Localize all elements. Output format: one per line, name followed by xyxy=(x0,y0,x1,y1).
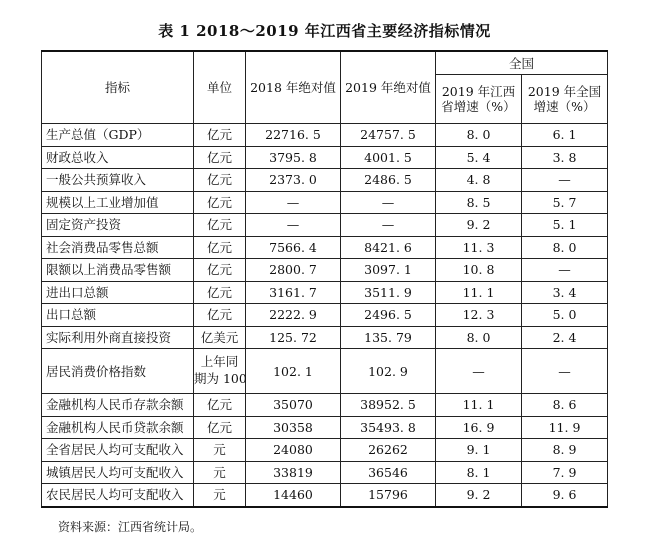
indicator-name: 农民居民人均可支配收入 xyxy=(42,484,194,507)
header-indicator: 指标 xyxy=(42,51,194,124)
unit-cell: 亿元 xyxy=(194,259,246,282)
table-row xyxy=(42,191,608,214)
table-title: 表 1 2018～2019 年江西省主要经济指标情况 xyxy=(158,22,491,40)
unit-cell: 亿元 xyxy=(194,416,246,439)
value-2018: 7566. 4 xyxy=(246,236,341,259)
indicator-name: 实际利用外商直接投资 xyxy=(42,326,194,349)
national-growth: 7. 9 xyxy=(522,461,608,484)
value-2018: 24080 xyxy=(246,439,341,462)
table-row xyxy=(42,304,608,327)
table-row xyxy=(42,169,608,192)
value-2018: 102. 1 xyxy=(246,349,341,394)
table-row xyxy=(42,461,608,484)
national-growth: 5. 1 xyxy=(522,214,608,237)
indicator-name: 金融机构人民币贷款余额 xyxy=(42,416,194,439)
unit-cell: 亿元 xyxy=(194,169,246,192)
value-2019: 3511. 9 xyxy=(341,281,436,304)
unit-cell: 亿元 xyxy=(194,394,246,417)
national-growth: 5. 7 xyxy=(522,191,608,214)
national-growth: 3. 4 xyxy=(522,281,608,304)
indicator-name: 进出口总额 xyxy=(42,281,194,304)
unit-line-1: 上年同 xyxy=(200,354,239,370)
table-row xyxy=(42,146,608,169)
indicator-name: 城镇居民人均可支配收入 xyxy=(42,461,194,484)
indicator-table xyxy=(41,50,608,508)
national-growth: — xyxy=(522,259,608,282)
value-2019: 38952. 5 xyxy=(341,394,436,417)
national-growth: 8. 9 xyxy=(522,439,608,462)
header-2019-value: 2019 年绝对值 xyxy=(341,51,436,124)
unit-cell: 元 xyxy=(194,484,246,507)
table-row xyxy=(42,394,608,417)
table-row xyxy=(42,416,608,439)
value-2019: 36546 xyxy=(341,461,436,484)
jiangxi-growth: — xyxy=(436,349,522,394)
national-growth: 8. 6 xyxy=(522,394,608,417)
value-2018: 3161. 7 xyxy=(246,281,341,304)
jiangxi-growth: 5. 4 xyxy=(436,146,522,169)
value-2018: 30358 xyxy=(246,416,341,439)
value-2019: 26262 xyxy=(341,439,436,462)
table-row xyxy=(42,124,608,147)
national-growth: 2. 4 xyxy=(522,326,608,349)
header-2018-value: 2018 年绝对值 xyxy=(246,51,341,124)
jiangxi-growth: 12. 3 xyxy=(436,304,522,327)
national-growth: 9. 6 xyxy=(522,484,608,507)
value-2018: 2222. 9 xyxy=(246,304,341,327)
indicator-name: 金融机构人民币存款余额 xyxy=(42,394,194,417)
value-2018: — xyxy=(246,191,341,214)
header-unit: 单位 xyxy=(194,51,246,124)
jiangxi-growth: 8. 5 xyxy=(436,191,522,214)
national-growth: — xyxy=(522,169,608,192)
jiangxi-growth: 11. 1 xyxy=(436,394,522,417)
jiangxi-growth: 8. 0 xyxy=(436,326,522,349)
indicator-name: 出口总额 xyxy=(42,304,194,327)
unit-cell: 亿元 xyxy=(194,191,246,214)
national-growth: 11. 9 xyxy=(522,416,608,439)
indicator-name: 固定资产投资 xyxy=(42,214,194,237)
jiangxi-growth: 8. 0 xyxy=(436,124,522,147)
jiangxi-growth: 9. 1 xyxy=(436,439,522,462)
national-growth: 8. 0 xyxy=(522,236,608,259)
jiangxi-growth: 10. 8 xyxy=(436,259,522,282)
value-2018: 14460 xyxy=(246,484,341,507)
header-jiangxi-growth: 2019 年江西省增速（%） xyxy=(436,75,522,124)
unit-cell: 亿元 xyxy=(194,236,246,259)
value-2019: 24757. 5 xyxy=(341,124,436,147)
jiangxi-growth: 16. 9 xyxy=(436,416,522,439)
national-growth: — xyxy=(522,349,608,394)
value-2019: 3097. 1 xyxy=(341,259,436,282)
value-2018: 2800. 7 xyxy=(246,259,341,282)
table-row xyxy=(42,349,608,394)
table-row xyxy=(42,484,608,507)
jiangxi-growth: 11. 3 xyxy=(436,236,522,259)
value-2018: 33819 xyxy=(246,461,341,484)
value-2018: 22716. 5 xyxy=(246,124,341,147)
indicator-name: 规模以上工业增加值 xyxy=(42,191,194,214)
header-national-group: 全国 xyxy=(436,51,608,75)
value-2018: 3795. 8 xyxy=(246,146,341,169)
indicator-name: 一般公共预算收入 xyxy=(42,169,194,192)
value-2019: 2486. 5 xyxy=(341,169,436,192)
jiangxi-growth: 9. 2 xyxy=(436,214,522,237)
national-growth: 6. 1 xyxy=(522,124,608,147)
unit-cell: 元 xyxy=(194,461,246,484)
value-2019: — xyxy=(341,191,436,214)
jiangxi-growth: 4. 8 xyxy=(436,169,522,192)
indicator-name: 生产总值（GDP） xyxy=(42,124,194,147)
unit-cell: 亿元 xyxy=(194,214,246,237)
value-2018: — xyxy=(246,214,341,237)
value-2019: 102. 9 xyxy=(341,349,436,394)
indicator-name: 居民消费价格指数 xyxy=(42,349,194,394)
indicator-name: 财政总收入 xyxy=(42,146,194,169)
value-2019: — xyxy=(341,214,436,237)
source-note: 资料来源：江西省统计局。 xyxy=(58,520,203,534)
national-growth: 5. 0 xyxy=(522,304,608,327)
unit-cell: 亿美元 xyxy=(194,326,246,349)
table-body xyxy=(42,124,608,507)
value-2018: 35070 xyxy=(246,394,341,417)
table-row xyxy=(42,259,608,282)
value-2019: 35493. 8 xyxy=(341,416,436,439)
header-national-growth: 2019 年全国增速（%） xyxy=(522,75,608,124)
unit-cell: 亿元 xyxy=(194,281,246,304)
jiangxi-growth: 8. 1 xyxy=(436,461,522,484)
indicator-name: 全省居民人均可支配收入 xyxy=(42,439,194,462)
table-row xyxy=(42,236,608,259)
unit-cell: 亿元 xyxy=(194,146,246,169)
unit-cell xyxy=(194,349,246,394)
table-row xyxy=(42,281,608,304)
value-2018: 2373. 0 xyxy=(246,169,341,192)
table-row xyxy=(42,214,608,237)
jiangxi-growth: 11. 1 xyxy=(436,281,522,304)
jiangxi-growth: 9. 2 xyxy=(436,484,522,507)
national-growth: 3. 8 xyxy=(522,146,608,169)
value-2019: 2496. 5 xyxy=(341,304,436,327)
table-row xyxy=(42,439,608,462)
indicator-name: 限额以上消费品零售额 xyxy=(42,259,194,282)
value-2019: 15796 xyxy=(341,484,436,507)
unit-line-2: 期为 100 xyxy=(194,371,247,386)
unit-cell: 元 xyxy=(194,439,246,462)
value-2019: 8421. 6 xyxy=(341,236,436,259)
value-2018: 125. 72 xyxy=(246,326,341,349)
value-2019: 135. 79 xyxy=(341,326,436,349)
value-2019: 4001. 5 xyxy=(341,146,436,169)
unit-cell: 亿元 xyxy=(194,124,246,147)
indicator-name: 社会消费品零售总额 xyxy=(42,236,194,259)
table-row xyxy=(42,326,608,349)
unit-cell: 亿元 xyxy=(194,304,246,327)
